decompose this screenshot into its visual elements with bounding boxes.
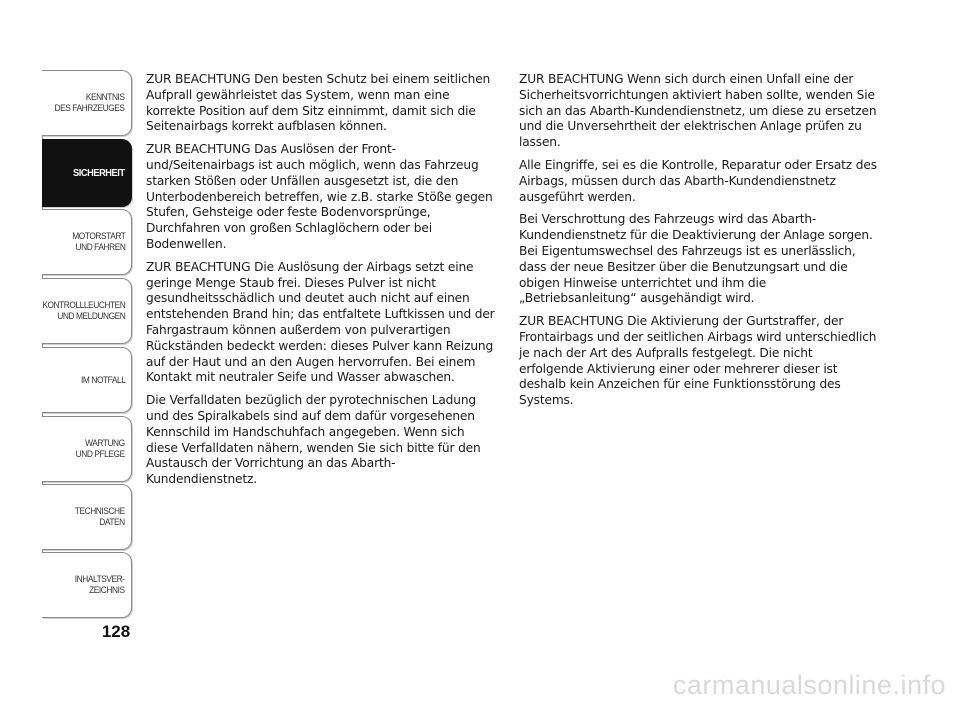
tab-label: MOTORSTART UND FAHREN [71, 231, 125, 253]
watermark: carmanualsonline.info [672, 670, 946, 700]
paragraph: ZUR BEACHTUNG Die Auslösung der Airbags setzt eine geringe Menge Staub frei. Dieses Pulver ist nicht gesundheitsschädlich und deutet auch nicht auf einen entstehenden Brand hin; das entfaltete Luftkissen und der Fahrgastraum können außerdem von pulverartigen Rückständen bedeckt werden: dieses Pulver kann Reizung auf der Haut und an den Augen hervorrufen. Bei einem Kontakt mit neutraler Seife und Wasser abwaschen. [146, 259, 495, 385]
paragraph: ZUR BEACHTUNG Die Aktivierung der Gurtstraffer, der Frontairbags und der seitlichen Airbags wird unterschiedlich je nach der Art des Aufpralls festgelegt. Die nicht erfolgende Aktivierung einer oder mehrerer dieser ist deshalb kein Anzeichen für eine Funktionsstörung des Systems. [519, 314, 877, 408]
tab-inhaltsverzeichnis[interactable] [42, 552, 132, 618]
tab-label: INHALTSVER- ZEICHNIS [75, 574, 125, 596]
tab-label: SICHERHEIT [73, 166, 125, 179]
paragraph: ZUR BEACHTUNG Das Auslösen der Front- und/Seitenairbags ist auch möglich, wenn das Fahrzeug starken Stößen oder Unfällen ausgesetzt ist, die den Unterbodenbereich betreffen, wie z.B. starke Stöße gegen Stufen, Gehsteige oder feste Bodenvorsprünge, Durchfahren von großen Schlaglöchern oder bei Bodenwellen. [146, 142, 493, 251]
text-column-right [519, 72, 877, 416]
tab-kenntnis-des-fahrzeuges[interactable] [42, 70, 132, 136]
tab-motorstart-und-fahren[interactable] [42, 209, 132, 275]
tab-label: IM NOTFALL [80, 374, 125, 386]
tab-label: TECHNISCHE DATEN [75, 506, 125, 528]
text-column-left [146, 72, 498, 495]
page-number: 128 [101, 622, 131, 641]
tab-kontrollleuchten-und-meldungen[interactable] [42, 278, 132, 344]
tab-label: WARTUNG UND PFLEGE [75, 438, 125, 460]
paragraph: ZUR BEACHTUNG Den besten Schutz bei einem seitlichen Aufprall gewährleistet das System, wenn man eine korrekte Position auf dem Sitz einnimmt, damit sich die Seitenairbags korrekt aufblasen können. [146, 72, 491, 134]
tab-im-notfall[interactable] [42, 347, 132, 413]
paragraph: Die Verfalldaten bezüglich der pyrotechnischen Ladung und des Spiralkabels sind auf dem dafür vorgesehenen Kennschild im Handschuhfach angegeben. Wenn sich diese Verfalldaten nähern, wenden Sie sich bitte für den Austausch der Vorrichtung an das Abarth-Kundendienstnetz. [146, 393, 481, 487]
paragraph: Bei Verschrottung des Fahrzeugs wird das Abarth-Kundendienstnetz für die Deaktivierung der Anlage sorgen. Bei Eigentumswechsel des Fahrzeugs ist es unerlässlich, dass der neue Besitzer über die Benutzungsart und die obigen Hinweise unterrichtet und ihm die „Betriebsanleitung“ ausgehändigt wird. [519, 212, 873, 306]
paragraph: ZUR BEACHTUNG Wenn sich durch einen Unfall eine der Sicherheitsvorrichtungen aktiviert haben sollte, wenden Sie sich an das Abarth-Kundendienstnetz, um diese zu ersetzen und die Unversehrtheit der elektrischen Anlage prüfen zu lassen. [519, 72, 877, 150]
tab-label: KENNTNIS DES FAHRZEUGES [54, 92, 125, 114]
paragraph: Alle Eingriffe, sei es die Kontrolle, Reparatur oder Ersatz des Airbags, müssen durch das Abarth-Kundendienstnetz ausgeführt werden. [519, 157, 877, 204]
tab-technische-daten[interactable] [42, 484, 132, 550]
tab-sicherheit[interactable] [42, 139, 132, 207]
tab-label: KONTROLLLEUCHTEN UND MELDUNGEN [41, 300, 125, 322]
tab-wartung-und-pflege[interactable] [42, 416, 132, 482]
